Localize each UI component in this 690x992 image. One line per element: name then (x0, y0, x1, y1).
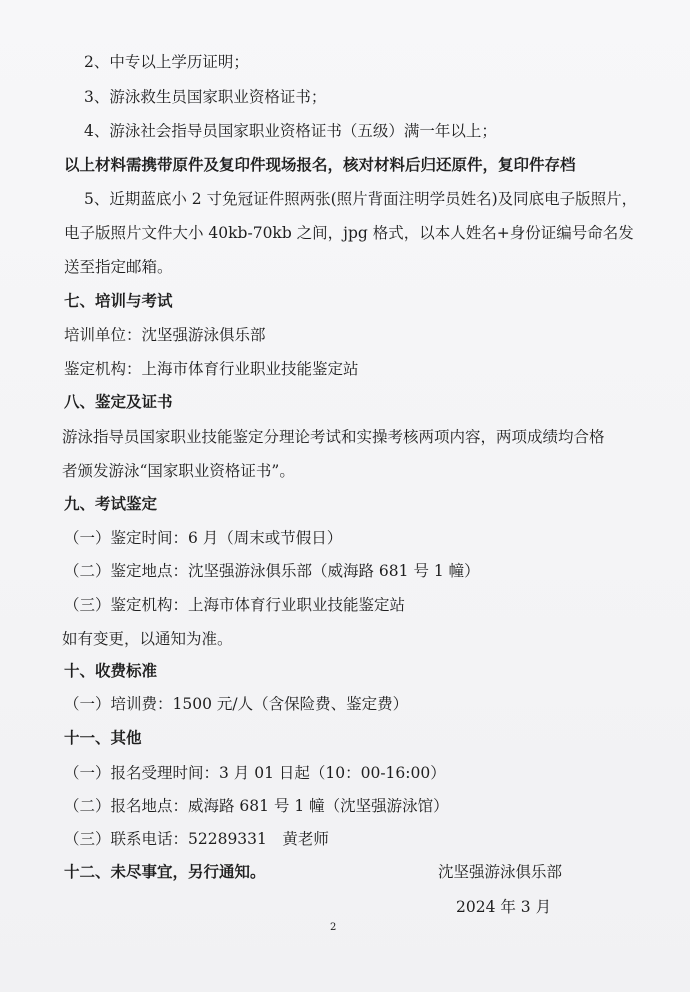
section-heading-9: 九、考试鉴定 (64, 494, 158, 513)
section-heading-12: 十二、未尽事宜，另行通知。 (64, 862, 266, 881)
exam-location: （二）鉴定地点：沈坚强游泳俱乐部（威海路 681 号 1 幢） (64, 562, 480, 580)
item-2-diploma: 2、中专以上学历证明； (84, 53, 249, 71)
item-5-photos-end: 送至指定邮箱。 (64, 258, 173, 276)
appraisal-agency: 鉴定机构：上海市体育行业职业技能鉴定站 (64, 360, 359, 378)
item-5-photos-cont: 电子版照片文件大小 40kb-70kb 之间，jpg 格式，以本人姓名+身份证编号命名发 (64, 224, 634, 242)
item-5-photos: 5、近期蓝底小 2 寸免冠证件照两张(照片背面注明学员姓名)及同底电子版照片， (84, 190, 638, 208)
page-number: 2 (330, 922, 337, 933)
registration-location: （二）报名地点：威海路 681 号 1 幢（沈坚强游泳馆） (64, 797, 449, 815)
exam-time: （一）鉴定时间：6 月（周末或节假日） (64, 529, 343, 547)
section-heading-10: 十、收费标准 (64, 661, 158, 680)
item-4-instructor-cert: 4、游泳社会指导员国家职业资格证书（五级）满一年以上； (84, 122, 497, 140)
contact-phone: （三）联系电话：52289331 黄老师 (64, 830, 329, 848)
exam-agency: （三）鉴定机构：上海市体育行业职业技能鉴定站 (64, 596, 406, 614)
training-fee: （一）培训费：1500 元/人（含保险费、鉴定费） (64, 695, 409, 713)
section-heading-11: 十一、其他 (64, 728, 142, 747)
item-3-lifeguard-cert: 3、游泳救生员国家职业资格证书； (84, 88, 327, 106)
registration-time: （一）报名受理时间：3 月 01 日起（10：00-16:00） (64, 764, 446, 782)
change-notice: 如有变更，以通知为准。 (62, 630, 233, 648)
certificate-paragraph: 游泳指导员国家职业技能鉴定分理论考试和实操考核两项内容，两项成绩均合格 (62, 428, 605, 446)
materials-note: 以上材料需携带原件及复印件现场报名，核对材料后归还原件，复印件存档 (64, 155, 576, 174)
section-heading-7: 七、培训与考试 (64, 291, 173, 310)
signature-organization: 沈坚强游泳俱乐部 (438, 863, 563, 881)
training-unit: 培训单位：沈坚强游泳俱乐部 (64, 326, 266, 344)
signature-date: 2024 年 3 月 (456, 898, 552, 916)
certificate-paragraph-cont: 者颁发游泳“国家职业资格证书”。 (62, 462, 295, 480)
section-heading-8: 八、鉴定及证书 (64, 392, 173, 411)
